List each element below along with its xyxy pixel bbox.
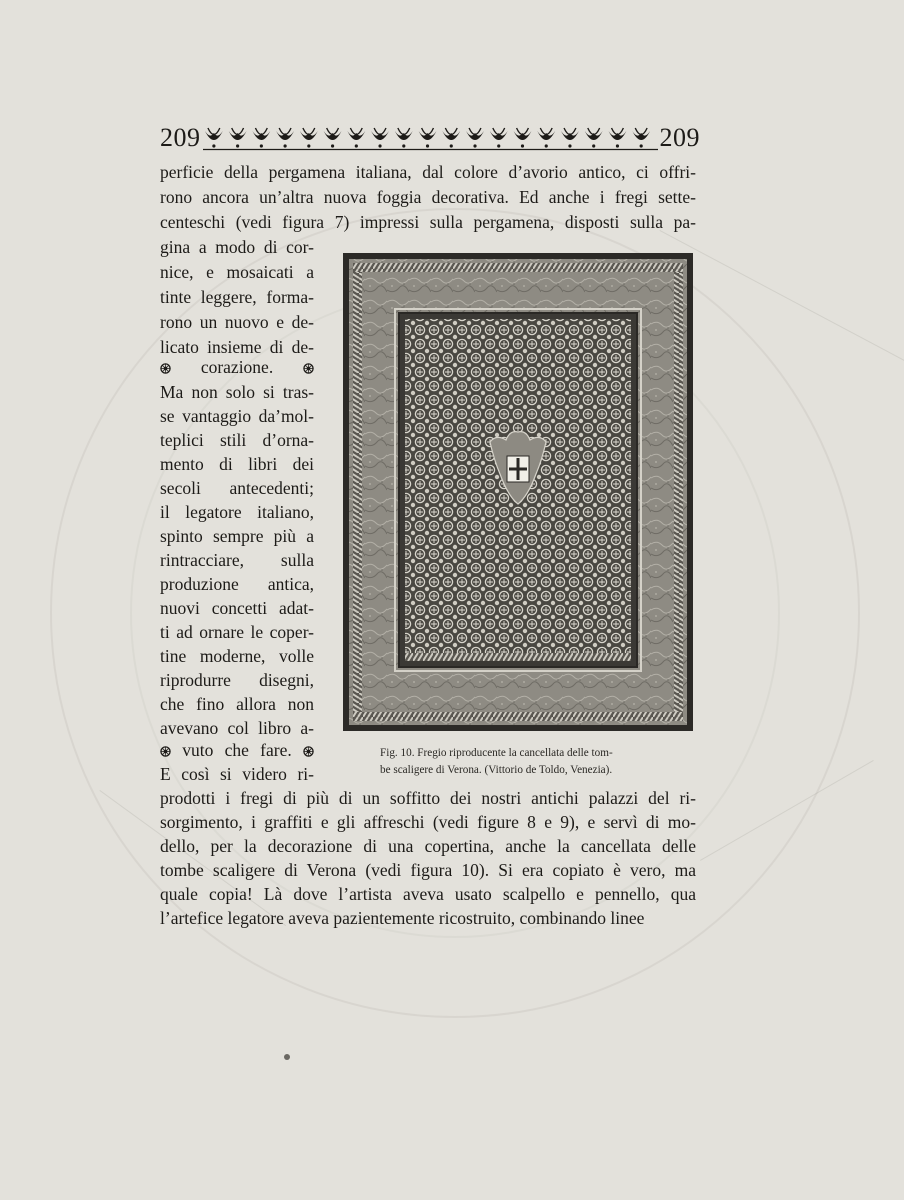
text-line: centeschi (vedi figura 7) impressi sulla pergamena, disposti sulla pa- <box>160 212 696 232</box>
text-line: secoli antecedenti; <box>160 478 314 498</box>
text-line: riprodurre disegni, <box>160 670 314 690</box>
text-line: nice, e mosaicati a <box>160 262 314 282</box>
caption-line: be scaligere di Verona. (Vittorio de Toldo, Venezia). <box>380 764 613 776</box>
text-line: avevano col libro a- <box>160 718 314 738</box>
page-number-right: 209 <box>659 123 700 152</box>
text-line: rono un nuovo e de- <box>160 312 314 332</box>
figure-caption <box>380 745 670 779</box>
text-line: tinte leggere, forma- <box>160 287 314 307</box>
page-number-left: 209 <box>160 123 201 152</box>
text-line: sorgimento, i graffiti e gli affreschi (vedi figure 8 e 9), e servì di mo- <box>160 812 696 832</box>
caption-line: Fig. 10. Fregio riproducente la cancellata delle tom- <box>380 747 613 759</box>
text-line: Ma non solo si tras- <box>160 382 314 402</box>
flower-ornament-icon <box>160 363 171 374</box>
text-line: il legatore italiano, <box>160 502 314 522</box>
text-line: licato insieme di de- <box>160 337 314 357</box>
text-line: spinto sempre più a <box>160 526 314 546</box>
vine-leaf-ornament-icon <box>203 125 658 151</box>
text-line: quale copia! Là dove l’artista aveva usato scalpello e pennello, qua <box>160 884 696 904</box>
paper-speck <box>284 1054 290 1060</box>
text-line-ornamented <box>160 355 314 380</box>
text-line: tombe scaligere di Verona (vedi figura 10). Si era copiato è vero, ma <box>160 860 696 880</box>
text-line: produzione antica, <box>160 574 314 594</box>
text-line: dello, per la decorazione di una copertina, anche la cancellata delle <box>160 836 696 856</box>
flower-ornament-icon <box>303 363 314 374</box>
flower-ornament-icon <box>160 746 171 757</box>
running-head <box>160 120 700 156</box>
text-line: prodotti i fregi di più di un soffitto dei nostri antichi palazzi del ri- <box>160 788 696 808</box>
text-line: l’artefice legatore aveva pazientemente ricostruito, combinando linee <box>160 908 645 928</box>
text-line: ti ad ornare le coper- <box>160 622 314 642</box>
text-line: tine moderne, volle <box>160 646 314 666</box>
text-line: rintracciare, sulla <box>160 550 314 570</box>
flower-ornament-icon <box>303 746 314 757</box>
text-line: perficie della pergamena italiana, dal colore d’avorio antico, ci offri- <box>160 162 696 182</box>
text-line: se vantaggio da’mol- <box>160 406 314 426</box>
text-line: mento di libri dei <box>160 454 314 474</box>
text-fragment: vuto che fare. <box>182 740 292 760</box>
text-line: gina a modo di cor- <box>160 237 314 257</box>
text-line: rono ancora un’altra nuova foggia decorativa. Ed anche i fregi sette- <box>160 187 696 207</box>
text-line-ornamented <box>160 738 314 763</box>
cancellata-cover-icon <box>343 253 693 731</box>
text-line: teplici stili d’orna- <box>160 430 314 450</box>
bookbinding-cover-image <box>343 253 693 731</box>
text-line: nuovi concetti adat- <box>160 598 314 618</box>
text-line: E così si videro ri- <box>160 764 314 784</box>
text-fragment: corazione. <box>200 357 274 377</box>
text-line: che fino allora non <box>160 694 314 714</box>
